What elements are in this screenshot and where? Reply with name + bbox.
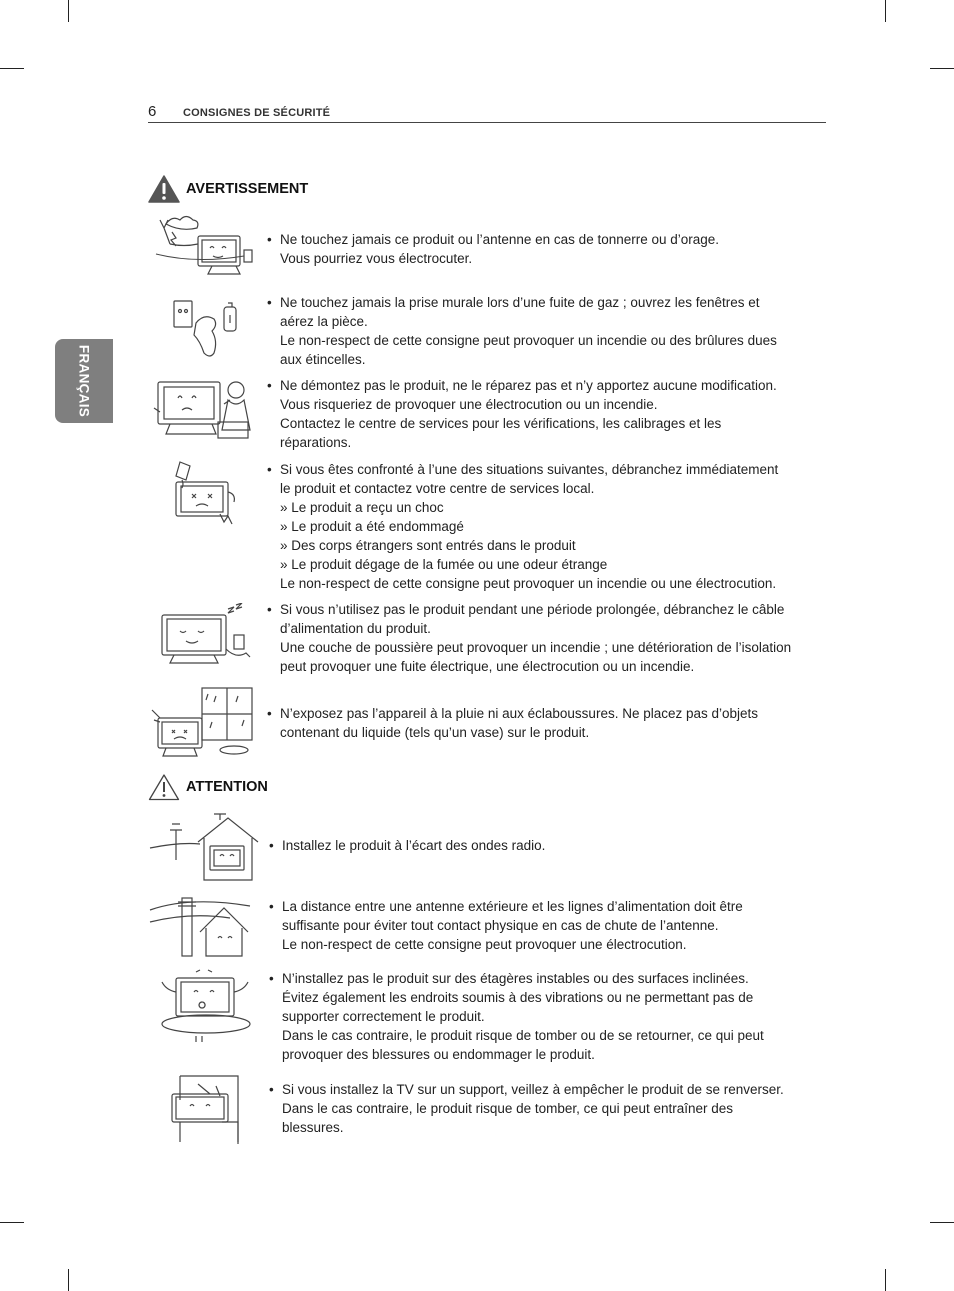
text-line: Installez le produit à l’écart des ondes radio. <box>282 838 546 853</box>
page-number: 6 <box>148 103 157 120</box>
crop-mark <box>930 68 954 69</box>
text-line: réparations. <box>280 435 352 450</box>
text-line: Si vous n’utilisez pas le produit pendant une période prolongée, débranchez le câble <box>280 602 785 617</box>
text-line: Contactez le centre de services pour les vérifications, les calibrages et les <box>280 416 722 431</box>
bullet: • <box>267 602 272 617</box>
warning-heading <box>148 175 308 203</box>
tv-rain-window-icon <box>150 684 260 762</box>
crop-mark <box>885 0 886 22</box>
crop-mark <box>930 1222 954 1223</box>
crop-mark <box>0 68 24 69</box>
text-line: Vous risqueriez de provoquer une électrocution ou un incendie. <box>280 397 658 412</box>
text-line: blessures. <box>282 1120 344 1135</box>
text-line: aérez la pièce. <box>280 314 368 329</box>
text-line: » Le produit a été endommagé <box>280 519 464 534</box>
crop-mark <box>0 1222 24 1223</box>
tv-stand-falling-icon <box>162 1074 248 1146</box>
crop-mark <box>68 1269 69 1291</box>
warning-title: AVERTISSEMENT <box>186 181 309 197</box>
text-line: peut provoquer une fuite électrique, une électrocution ou un incendie. <box>280 659 695 674</box>
bullet: • <box>269 838 274 853</box>
caution-title: ATTENTION <box>186 779 268 795</box>
section-title: CONSIGNES DE SÉCURITÉ <box>183 107 331 119</box>
text-line: Ne touchez jamais ce produit ou l’antenne en cas de tonnerre ou d’orage. <box>280 232 720 247</box>
text-line: Le non-respect de cette consigne peut provoquer une électrocution. <box>282 937 687 952</box>
bullet: • <box>269 899 274 914</box>
text-line: Ne touchez jamais la prise murale lors d’une fuite de gaz ; ouvrez les fenêtres et <box>280 295 760 310</box>
hand-wall-socket-icon <box>166 293 246 363</box>
tv-lightning-storm-icon <box>152 214 262 280</box>
bullet: • <box>267 706 272 721</box>
language-tab-label: FRANÇAIS <box>76 344 92 418</box>
text-line: Vous pourriez vous électrocuter. <box>280 251 473 266</box>
text-line: Si vous installez la TV sur un support, veillez à empêcher le produit de se renverser. <box>282 1082 784 1097</box>
warning-filled-icon <box>148 175 180 203</box>
text-line: Une couche de poussière peut provoquer un incendie ; une détérioration de l’isolation <box>280 640 792 655</box>
tv-unplugged-sleeping-icon <box>156 603 256 669</box>
caution-outline-icon <box>148 773 180 801</box>
text-line: N’exposez pas l’appareil à la pluie ni aux éclaboussures. Ne placez pas d’objets <box>280 706 759 721</box>
bullet: • <box>269 1082 274 1097</box>
antenna-power-line-icon <box>148 888 260 960</box>
caution-heading <box>148 773 268 801</box>
text-line: suffisante pour éviter tout contact physique en cas de chute de l’antenne. <box>282 918 719 933</box>
text-line: La distance entre une antenne extérieure et les lignes d’alimentation doit être <box>282 899 743 914</box>
text-line: Le non-respect de cette consigne peut provoquer un incendie ou des brûlures dues <box>280 333 777 348</box>
text-line: provoquer des blessures ou endommager le produit. <box>282 1047 595 1062</box>
language-tab <box>55 339 113 423</box>
text-line: Si vous êtes confronté à l’une des situations suivantes, débranchez immédiatement <box>280 462 779 477</box>
text-line: Ne démontez pas le produit, ne le réparez pas et n’y apportez aucune modification. <box>280 378 777 393</box>
tv-repair-person-icon <box>152 378 262 444</box>
bullet: • <box>267 232 272 247</box>
page-header <box>148 103 826 123</box>
text-line: contenant du liquide (tels qu’un vase) sur le produit. <box>280 725 590 740</box>
crop-mark <box>68 0 69 22</box>
text-line: » Le produit a reçu un choc <box>280 500 444 515</box>
text-line: N’installez pas le produit sur des étagères instables ou des surfaces inclinées. <box>282 971 749 986</box>
crop-mark <box>885 1269 886 1291</box>
bullet: • <box>267 462 272 477</box>
tv-spill-damage-icon <box>166 458 246 528</box>
bullet: • <box>267 295 272 310</box>
text-line: Évitez également les endroits soumis à des vibrations ou ne permettant pas de <box>282 990 754 1005</box>
tv-unstable-surface-icon <box>156 968 256 1044</box>
text-line: aux étincelles. <box>280 352 366 367</box>
house-antenna-tv-icon <box>148 812 260 882</box>
text-line: » Le produit dégage de la fumée ou une odeur étrange <box>280 557 608 572</box>
text-line: » Des corps étrangers sont entrés dans le produit <box>280 538 576 553</box>
text-line: Dans le cas contraire, le produit risque de tomber ou de se retourner, ce qui peut <box>282 1028 764 1043</box>
text-line: le produit et contactez votre centre de services local. <box>280 481 595 496</box>
bullet: • <box>267 378 272 393</box>
text-line: Dans le cas contraire, le produit risque de tomber, ce qui peut entraîner des <box>282 1101 734 1116</box>
text-line: d’alimentation du produit. <box>280 621 431 636</box>
text-line: supporter correctement le produit. <box>282 1009 485 1024</box>
text-line: Le non-respect de cette consigne peut provoquer un incendie ou une électrocution. <box>280 576 777 591</box>
bullet: • <box>269 971 274 986</box>
